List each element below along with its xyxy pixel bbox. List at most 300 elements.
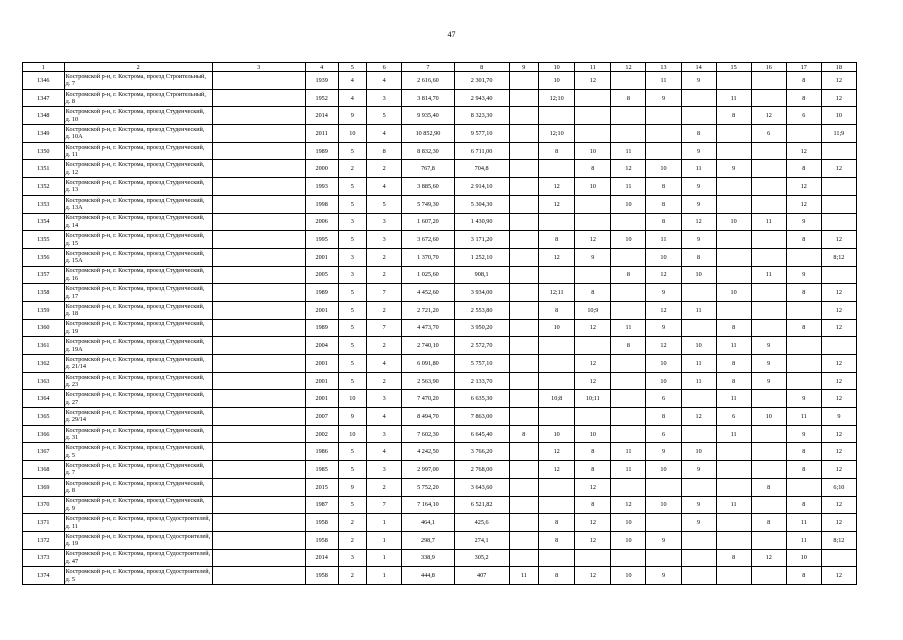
table-cell: 11 xyxy=(716,89,751,107)
table-row xyxy=(23,72,857,90)
table-cell: 5 xyxy=(338,142,366,160)
table-cell xyxy=(509,89,539,107)
table-cell xyxy=(646,142,681,160)
table-cell xyxy=(821,195,856,213)
table-cell xyxy=(509,231,539,249)
row-number-cell: 1347 xyxy=(23,89,65,107)
table-cell xyxy=(509,178,539,196)
table-cell: 1995 xyxy=(305,231,338,249)
table-cell: 444,8 xyxy=(402,567,455,585)
table-cell xyxy=(509,408,539,426)
table-cell: 3 xyxy=(367,213,402,231)
table-cell: 12 xyxy=(575,478,611,496)
table-cell xyxy=(751,390,786,408)
table-row xyxy=(23,408,857,426)
table-cell: 3 885,60 xyxy=(402,178,455,196)
table-cell: 908,1 xyxy=(454,266,509,284)
table-cell xyxy=(212,89,305,107)
table-cell: 6;10 xyxy=(821,478,856,496)
table-cell: 10 xyxy=(611,231,646,249)
table-cell: 12 xyxy=(575,231,611,249)
table-cell: 2001 xyxy=(305,301,338,319)
table-cell xyxy=(539,337,575,355)
table-cell: 12 xyxy=(786,142,821,160)
table-cell: 1 370,70 xyxy=(402,248,455,266)
table-cell xyxy=(751,319,786,337)
table-cell: 10 xyxy=(646,461,681,479)
table-cell: 2 943,40 xyxy=(454,89,509,107)
table-cell: 8 xyxy=(786,567,821,585)
table-cell: 3 xyxy=(367,425,402,443)
table-cell: 7 470,20 xyxy=(402,390,455,408)
table-cell: 12 xyxy=(821,372,856,390)
table-cell: 1 xyxy=(367,567,402,585)
table-cell xyxy=(681,89,716,107)
table-cell: 5 xyxy=(338,496,366,514)
row-number-cell: 1367 xyxy=(23,443,65,461)
table-cell: 9 xyxy=(681,231,716,249)
table-cell: 8 xyxy=(716,372,751,390)
address-cell: Костромской р-н, г. Кострома, проезд Студенческий, д. 7 xyxy=(64,461,212,479)
address-cell: Костромской р-н, г. Кострома, проезд Студенческий, д. 10А xyxy=(64,125,212,143)
table-cell: 12 xyxy=(575,514,611,532)
table-cell: 305,2 xyxy=(454,549,509,567)
table-cell: 7 164,10 xyxy=(402,496,455,514)
table-cell xyxy=(751,142,786,160)
table-cell: 274,1 xyxy=(454,531,509,549)
table-cell: 11 xyxy=(509,567,539,585)
table-cell: 5 xyxy=(338,284,366,302)
table-cell xyxy=(751,72,786,90)
table-cell xyxy=(509,514,539,532)
table-cell xyxy=(575,408,611,426)
table-cell: 2 xyxy=(338,514,366,532)
table-cell: 8 xyxy=(539,142,575,160)
table-cell xyxy=(212,231,305,249)
table-cell: 10 xyxy=(611,567,646,585)
table-cell xyxy=(716,178,751,196)
table-cell xyxy=(212,337,305,355)
column-header: 7 xyxy=(402,63,455,72)
table-cell: 8 xyxy=(786,72,821,90)
table-cell: 9 xyxy=(716,160,751,178)
table-cell xyxy=(539,213,575,231)
row-number-cell: 1351 xyxy=(23,160,65,178)
table-cell: 1 xyxy=(367,514,402,532)
table-cell: 12 xyxy=(646,301,681,319)
table-cell: 9 xyxy=(751,372,786,390)
table-cell: 12 xyxy=(821,89,856,107)
address-cell: Костромской р-н, г. Кострома, проезд Студенческий, д. 27 xyxy=(64,390,212,408)
table-cell: 5 xyxy=(367,195,402,213)
table-cell: 10 xyxy=(338,390,366,408)
row-number-cell: 1374 xyxy=(23,567,65,585)
column-header: 18 xyxy=(821,63,856,72)
table-cell: 12 xyxy=(575,531,611,549)
table-cell: 5 xyxy=(338,355,366,373)
table-cell: 12 xyxy=(681,408,716,426)
table-cell xyxy=(611,107,646,125)
table-cell xyxy=(611,425,646,443)
table-cell: 12;10 xyxy=(539,89,575,107)
table-cell: 6 xyxy=(646,425,681,443)
table-row xyxy=(23,142,857,160)
table-cell xyxy=(751,195,786,213)
table-cell xyxy=(539,160,575,178)
table-cell: 8 xyxy=(575,443,611,461)
address-cell: Костромской р-н, г. Кострома, проезд Студенческий, д. 8 xyxy=(64,478,212,496)
table-cell: 10 xyxy=(611,195,646,213)
address-cell: Костромской р-н, г. Кострома, проезд Судостроителей, д. 19 xyxy=(65,532,211,548)
table-cell xyxy=(212,549,305,567)
table-cell xyxy=(509,319,539,337)
table-row xyxy=(23,531,857,549)
table-cell: 9 xyxy=(751,337,786,355)
table-row xyxy=(23,89,857,107)
table-cell: 6 645,40 xyxy=(454,425,509,443)
table-row xyxy=(23,567,857,585)
table-cell xyxy=(509,248,539,266)
row-number-cell: 1354 xyxy=(23,213,65,231)
table-body xyxy=(23,72,857,585)
row-number-cell: 1346 xyxy=(23,72,65,90)
table-cell: 8 xyxy=(539,514,575,532)
table-cell: 9 xyxy=(575,248,611,266)
table-cell: 704,8 xyxy=(454,160,509,178)
table-cell: 5 xyxy=(338,319,366,337)
table-cell: 9 577,10 xyxy=(454,125,509,143)
row-number-cell: 1370 xyxy=(23,496,65,514)
table-cell: 5 xyxy=(338,301,366,319)
table-cell: 8 xyxy=(751,478,786,496)
table-cell: 12 xyxy=(821,443,856,461)
address-cell: Костромской р-н, г. Кострома, проезд Судостроителей, д. 47 xyxy=(65,550,211,565)
table-cell: 12 xyxy=(539,461,575,479)
table-cell: 407 xyxy=(454,567,509,585)
table-cell: 3 xyxy=(338,266,366,284)
column-header: 10 xyxy=(539,63,575,72)
table-cell: 11 xyxy=(751,213,786,231)
table-cell xyxy=(212,408,305,426)
table-cell: 9 xyxy=(786,390,821,408)
table-cell: 2 xyxy=(367,160,402,178)
table-cell: 8;12 xyxy=(821,248,856,266)
table-cell: 8;12 xyxy=(821,531,856,549)
table-cell: 3 xyxy=(367,231,402,249)
table-cell xyxy=(212,107,305,125)
table-cell xyxy=(509,195,539,213)
table-cell: 4 xyxy=(338,72,366,90)
table-row xyxy=(23,425,857,443)
table-cell xyxy=(509,337,539,355)
table-cell: 10 xyxy=(338,125,366,143)
table-cell xyxy=(611,355,646,373)
table-cell: 1998 xyxy=(305,195,338,213)
table-cell xyxy=(821,142,856,160)
row-number-cell: 1372 xyxy=(23,531,65,549)
table-cell xyxy=(509,107,539,125)
column-header: 3 xyxy=(212,63,305,72)
table-cell: 1989 xyxy=(305,142,338,160)
row-number-cell: 1361 xyxy=(23,337,65,355)
row-number-cell: 1352 xyxy=(23,178,65,196)
table-cell xyxy=(821,213,856,231)
table-cell xyxy=(212,72,305,90)
table-cell xyxy=(212,390,305,408)
table-cell xyxy=(539,478,575,496)
table-row xyxy=(23,514,857,532)
table-cell: 10 xyxy=(716,284,751,302)
address-cell: Костромской р-н, г. Кострома, проезд Студенческий, д. 13А xyxy=(64,195,212,213)
table-cell: 10 xyxy=(646,355,681,373)
table-cell: 8 xyxy=(751,514,786,532)
table-cell: 3 171,20 xyxy=(454,231,509,249)
table-cell: 8 xyxy=(786,443,821,461)
table-cell: 2001 xyxy=(305,390,338,408)
table-cell: 11 xyxy=(786,408,821,426)
table-cell: 2 616,60 xyxy=(402,72,455,90)
address-cell: Костромской р-н, г. Кострома, проезд Студенческий, д. 19 xyxy=(64,319,212,337)
table-row xyxy=(23,461,857,479)
table-cell: 10 xyxy=(681,266,716,284)
table-cell xyxy=(716,301,751,319)
table-cell: 8 xyxy=(786,231,821,249)
table-cell xyxy=(212,425,305,443)
table-cell: 5 304,30 xyxy=(454,195,509,213)
address-cell: Костромской р-н, г. Кострома, проезд Студенческий, д. 11 xyxy=(64,142,212,160)
table-row xyxy=(23,390,857,408)
row-number-cell: 1362 xyxy=(23,355,65,373)
table-cell xyxy=(646,549,681,567)
table-cell: 10 xyxy=(786,549,821,567)
table-row xyxy=(23,178,857,196)
table-cell: 2001 xyxy=(305,372,338,390)
table-cell xyxy=(539,266,575,284)
table-cell xyxy=(681,390,716,408)
table-cell xyxy=(539,372,575,390)
table-cell: 12;11 xyxy=(539,284,575,302)
table-cell: 12 xyxy=(821,390,856,408)
table-cell: 10;8 xyxy=(539,390,575,408)
table-cell: 12 xyxy=(751,549,786,567)
table-cell: 11 xyxy=(646,72,681,90)
table-cell: 4 242,50 xyxy=(402,443,455,461)
address-cell: Костромской р-н, г. Кострома, проезд Студенческий, д. 29/14 xyxy=(64,408,212,426)
table-cell: 8 xyxy=(681,125,716,143)
table-cell: 8 xyxy=(575,496,611,514)
table-row xyxy=(23,301,857,319)
table-cell: 11 xyxy=(751,266,786,284)
table-cell: 7 602,30 xyxy=(402,425,455,443)
table-cell: 9 xyxy=(646,89,681,107)
table-cell: 8 xyxy=(646,178,681,196)
table-cell: 9 xyxy=(646,531,681,549)
column-header: 12 xyxy=(611,63,646,72)
address-cell: Костромской р-н, г. Кострома, проезд Студенческий, д. 14 xyxy=(64,213,212,231)
table-cell xyxy=(821,549,856,567)
table-cell: 3 xyxy=(338,549,366,567)
table-cell xyxy=(212,355,305,373)
table-cell: 5 xyxy=(338,372,366,390)
table-cell xyxy=(611,372,646,390)
table-cell xyxy=(751,425,786,443)
table-cell: 4 xyxy=(367,443,402,461)
table-cell xyxy=(509,390,539,408)
table-cell xyxy=(786,301,821,319)
table-cell: 8 xyxy=(786,160,821,178)
table-cell: 8 494,70 xyxy=(402,408,455,426)
table-cell: 2 301,70 xyxy=(454,72,509,90)
table-row xyxy=(23,195,857,213)
row-number-cell: 1358 xyxy=(23,284,65,302)
column-header: 8 xyxy=(454,63,509,72)
table-cell: 9 xyxy=(681,496,716,514)
table-cell: 9 xyxy=(681,178,716,196)
table-cell: 2 768,00 xyxy=(454,461,509,479)
column-header: 9 xyxy=(509,63,539,72)
table-cell: 9 xyxy=(338,107,366,125)
table-cell xyxy=(212,160,305,178)
table-cell: 5 xyxy=(367,107,402,125)
table-cell: 5 749,30 xyxy=(402,195,455,213)
table-cell xyxy=(611,284,646,302)
table-cell: 8 xyxy=(611,89,646,107)
table-cell: 5 xyxy=(338,231,366,249)
table-cell: 10 xyxy=(716,213,751,231)
table-cell: 12 xyxy=(539,443,575,461)
table-cell: 4 452,60 xyxy=(402,284,455,302)
table-cell: 2004 xyxy=(305,337,338,355)
table-cell: 11 xyxy=(716,337,751,355)
table-cell: 3 xyxy=(338,213,366,231)
table-cell: 2000 xyxy=(305,160,338,178)
table-cell: 5 xyxy=(338,178,366,196)
table-cell: 9 xyxy=(338,408,366,426)
table-cell xyxy=(646,107,681,125)
table-cell: 1985 xyxy=(305,461,338,479)
table-cell xyxy=(509,531,539,549)
table-cell: 7 863,00 xyxy=(454,408,509,426)
column-header: 6 xyxy=(367,63,402,72)
table-cell: 8 xyxy=(575,284,611,302)
row-number-cell: 1371 xyxy=(23,514,65,532)
row-number-cell: 1366 xyxy=(23,425,65,443)
table-cell: 12 xyxy=(575,72,611,90)
table-cell: 2 xyxy=(338,531,366,549)
table-cell: 8 xyxy=(786,284,821,302)
table-cell xyxy=(509,160,539,178)
table-cell xyxy=(751,248,786,266)
row-number-cell: 1356 xyxy=(23,248,65,266)
table-cell xyxy=(751,461,786,479)
table-cell xyxy=(212,319,305,337)
table-cell: 4 xyxy=(367,355,402,373)
table-cell: 2 133,70 xyxy=(454,372,509,390)
table-cell: 1 xyxy=(367,549,402,567)
address-cell: Костромской р-н, г. Кострома, проезд Судостроителей, д. 5 xyxy=(65,568,211,583)
table-cell: 9 xyxy=(646,284,681,302)
table-cell: 3 814,70 xyxy=(402,89,455,107)
table-cell xyxy=(212,372,305,390)
table-cell: 6 091,80 xyxy=(402,355,455,373)
table-row xyxy=(23,337,857,355)
row-number-cell: 1360 xyxy=(23,319,65,337)
table-cell xyxy=(509,355,539,373)
table-cell xyxy=(509,549,539,567)
table-cell: 8 323,30 xyxy=(454,107,509,125)
table-cell: 11;9 xyxy=(821,125,856,143)
table-cell: 5 xyxy=(338,461,366,479)
table-cell xyxy=(575,266,611,284)
table-cell: 1 607,20 xyxy=(402,213,455,231)
table-cell: 10 xyxy=(539,72,575,90)
table-cell: 12 xyxy=(611,496,646,514)
table-row xyxy=(23,478,857,496)
table-cell: 11 xyxy=(611,461,646,479)
row-number-cell: 1373 xyxy=(23,549,65,567)
table-cell: 11 xyxy=(611,319,646,337)
table-cell: 1939 xyxy=(305,72,338,90)
address-cell: Костромской р-н, г. Кострома, проезд Студенческий, д. 18 xyxy=(64,301,212,319)
table-cell xyxy=(821,337,856,355)
table-cell xyxy=(751,178,786,196)
table-cell: 12 xyxy=(821,567,856,585)
table-cell xyxy=(821,178,856,196)
table-cell xyxy=(646,514,681,532)
table-cell: 7 xyxy=(367,284,402,302)
table-cell: 2002 xyxy=(305,425,338,443)
table-cell: 10 xyxy=(646,248,681,266)
table-cell xyxy=(509,443,539,461)
table-cell: 12 xyxy=(646,337,681,355)
table-cell xyxy=(212,284,305,302)
table-cell xyxy=(646,478,681,496)
table-cell: 12;10 xyxy=(539,125,575,143)
table-cell: 9 xyxy=(338,478,366,496)
column-header: 5 xyxy=(338,63,366,72)
table-cell xyxy=(539,107,575,125)
column-header: 16 xyxy=(751,63,786,72)
address-cell: Костромской р-н, г. Кострома, проезд Студенческий, д. 19А xyxy=(64,337,212,355)
table-cell xyxy=(212,478,305,496)
table-cell: 8 xyxy=(509,425,539,443)
column-header: 17 xyxy=(786,63,821,72)
table-cell: 464,1 xyxy=(402,514,455,532)
table-cell xyxy=(212,125,305,143)
table-cell: 1987 xyxy=(305,496,338,514)
table-cell: 9 xyxy=(681,514,716,532)
table-cell xyxy=(212,178,305,196)
table-cell: 2 914,10 xyxy=(454,178,509,196)
table-cell xyxy=(212,567,305,585)
table-cell: 1 430,90 xyxy=(454,213,509,231)
table-cell: 8 xyxy=(539,531,575,549)
table-cell: 11 xyxy=(681,160,716,178)
header-row xyxy=(23,63,857,72)
row-number-cell: 1363 xyxy=(23,372,65,390)
table-cell: 12 xyxy=(786,178,821,196)
column-header: 13 xyxy=(646,63,681,72)
column-header: 1 xyxy=(23,63,65,72)
table-cell: 7 xyxy=(367,319,402,337)
table-cell: 10 xyxy=(575,178,611,196)
table-cell xyxy=(716,195,751,213)
table-row xyxy=(23,372,857,390)
table-cell: 8 xyxy=(786,89,821,107)
table-cell: 9 xyxy=(786,425,821,443)
table-cell: 4 xyxy=(367,125,402,143)
address-cell: Костромской р-н, г. Кострома, проезд Студенческий, д. 31 xyxy=(64,425,212,443)
